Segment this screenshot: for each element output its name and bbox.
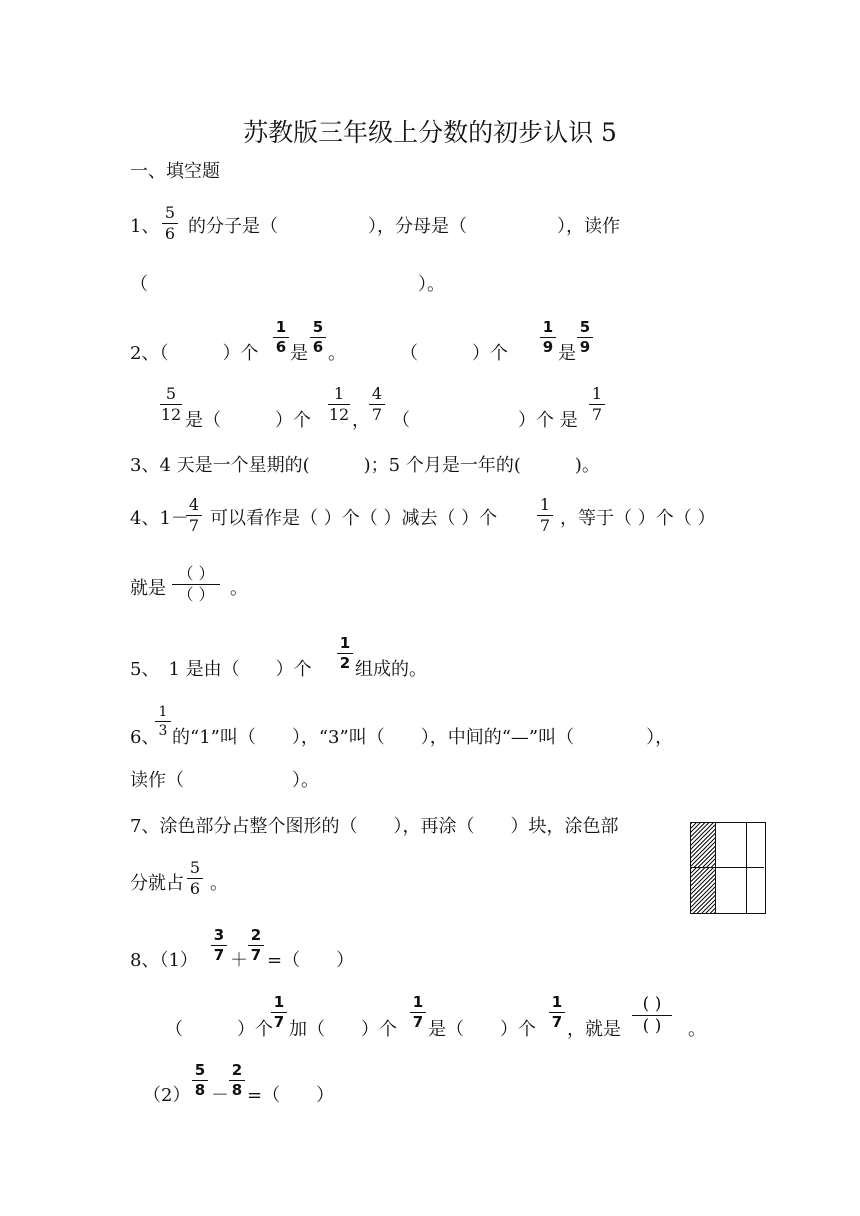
q8-fraction-5: 1 7 [549, 995, 565, 1030]
section-heading: 一、填空题 [130, 161, 220, 182]
q8-text-c: 加（ ）个 [289, 1019, 397, 1040]
q8-fraction-1: 3 7 [211, 928, 227, 963]
q4-text-a: 4、1－ [130, 508, 189, 529]
q6-text: 的“1”叫（ ），“3”叫（ ），中间的“—”叫（ ）， [172, 727, 674, 748]
q2-fraction-3: 1 9 [540, 320, 556, 355]
q4-period: 。 [230, 578, 248, 599]
q6-answer-line: 读作（ ）。 [130, 770, 319, 791]
q8-answer-fraction: ( ) ( ) [632, 996, 672, 1035]
grid-cell [747, 868, 764, 913]
grid-cell-shaded-bottom [691, 868, 716, 913]
grid-cell [716, 823, 747, 868]
q1-text: 的分子是（ ），分母是（ ），读作 [188, 216, 620, 237]
q2-fraction-1: 1 6 [273, 320, 289, 355]
q2-text-d: 是 [558, 343, 576, 364]
q2-text-b: 是 [290, 343, 308, 364]
q6-number: 6、 [130, 727, 160, 748]
q8-equals: =（ ） [267, 950, 355, 971]
q8-period: 。 [688, 1019, 706, 1040]
q8-minus: － [211, 1085, 229, 1106]
q7-text-b: 分就占 [130, 873, 184, 894]
q2-fraction-2: 5 6 [310, 320, 326, 355]
q2-fraction-5: 5 12 [160, 384, 182, 424]
q1-fraction: 5 6 [162, 205, 178, 242]
q6-fraction: 1 3 [155, 705, 171, 738]
q8-text-b: （ ）个 [165, 1019, 273, 1040]
q3-text: 3、4 天是一个星期的( )；5 个月是一年的( )。 [130, 455, 600, 476]
q2-fraction-4: 5 9 [577, 320, 593, 355]
grid-cell [747, 823, 764, 868]
q1-answer-line: （ ）。 [130, 274, 445, 295]
q4-answer-fraction: （ ） （ ） [172, 566, 220, 603]
q4-text-b: 可以看作是（ ）个（ ）减去（ ）个 [210, 508, 498, 529]
q5-fraction: 1 2 [337, 636, 353, 671]
q2-text-c: 。 （ ）个 [328, 343, 508, 364]
q7-text: 7、涂色部分占整个图形的（ ），再涂（ ）块，涂色部 [130, 816, 619, 837]
q4-text-d: 就是 [130, 578, 166, 599]
q2-fraction-6: 1 12 [328, 384, 350, 424]
q2-text-g: （ ）个 是 [392, 410, 578, 431]
q4-text-c: ，等于（ ）个（ ） [560, 508, 716, 529]
shaded-grid-figure [690, 822, 766, 914]
q7-period: 。 [210, 873, 228, 894]
q8-fraction-4: 1 7 [410, 995, 426, 1030]
q8-fraction-7: 2 8 [229, 1063, 245, 1098]
q7-fraction: 5 6 [187, 860, 203, 897]
q5-text-a: 5、 1 是由（ ）个 [130, 659, 312, 680]
q5-text-b: 组成的。 [355, 659, 427, 680]
q8-plus: ＋ [230, 950, 248, 971]
q4-fraction-2: 1 7 [537, 497, 553, 534]
q2-fraction-7: 4 7 [369, 386, 385, 423]
q2-text-f: ， [352, 410, 370, 431]
q8-text-a: 8、（1） [130, 950, 198, 971]
page-title: 苏教版三年级上分数的初步认识 5 [243, 118, 617, 147]
q8-part2-label: （2） [143, 1085, 191, 1106]
q1-number: 1、 [130, 216, 160, 237]
grid-cell [716, 868, 747, 913]
q8-fraction-2: 2 7 [248, 928, 264, 963]
q2-fraction-8: 1 7 [589, 386, 605, 423]
q2-text-a: 2、（ ）个 [130, 343, 259, 364]
q8-text-d: 是（ ）个 [428, 1019, 536, 1040]
q4-fraction-1: 4 7 [186, 497, 202, 534]
q8-text-e: ，就是 [567, 1019, 621, 1040]
grid-cell-shaded-top [691, 823, 716, 868]
q8-fraction-3: 1 7 [271, 995, 287, 1030]
q8-fraction-6: 5 8 [192, 1063, 208, 1098]
q2-text-e: 是（ ）个 [185, 410, 311, 431]
q8-equals-2: =（ ） [247, 1085, 335, 1106]
